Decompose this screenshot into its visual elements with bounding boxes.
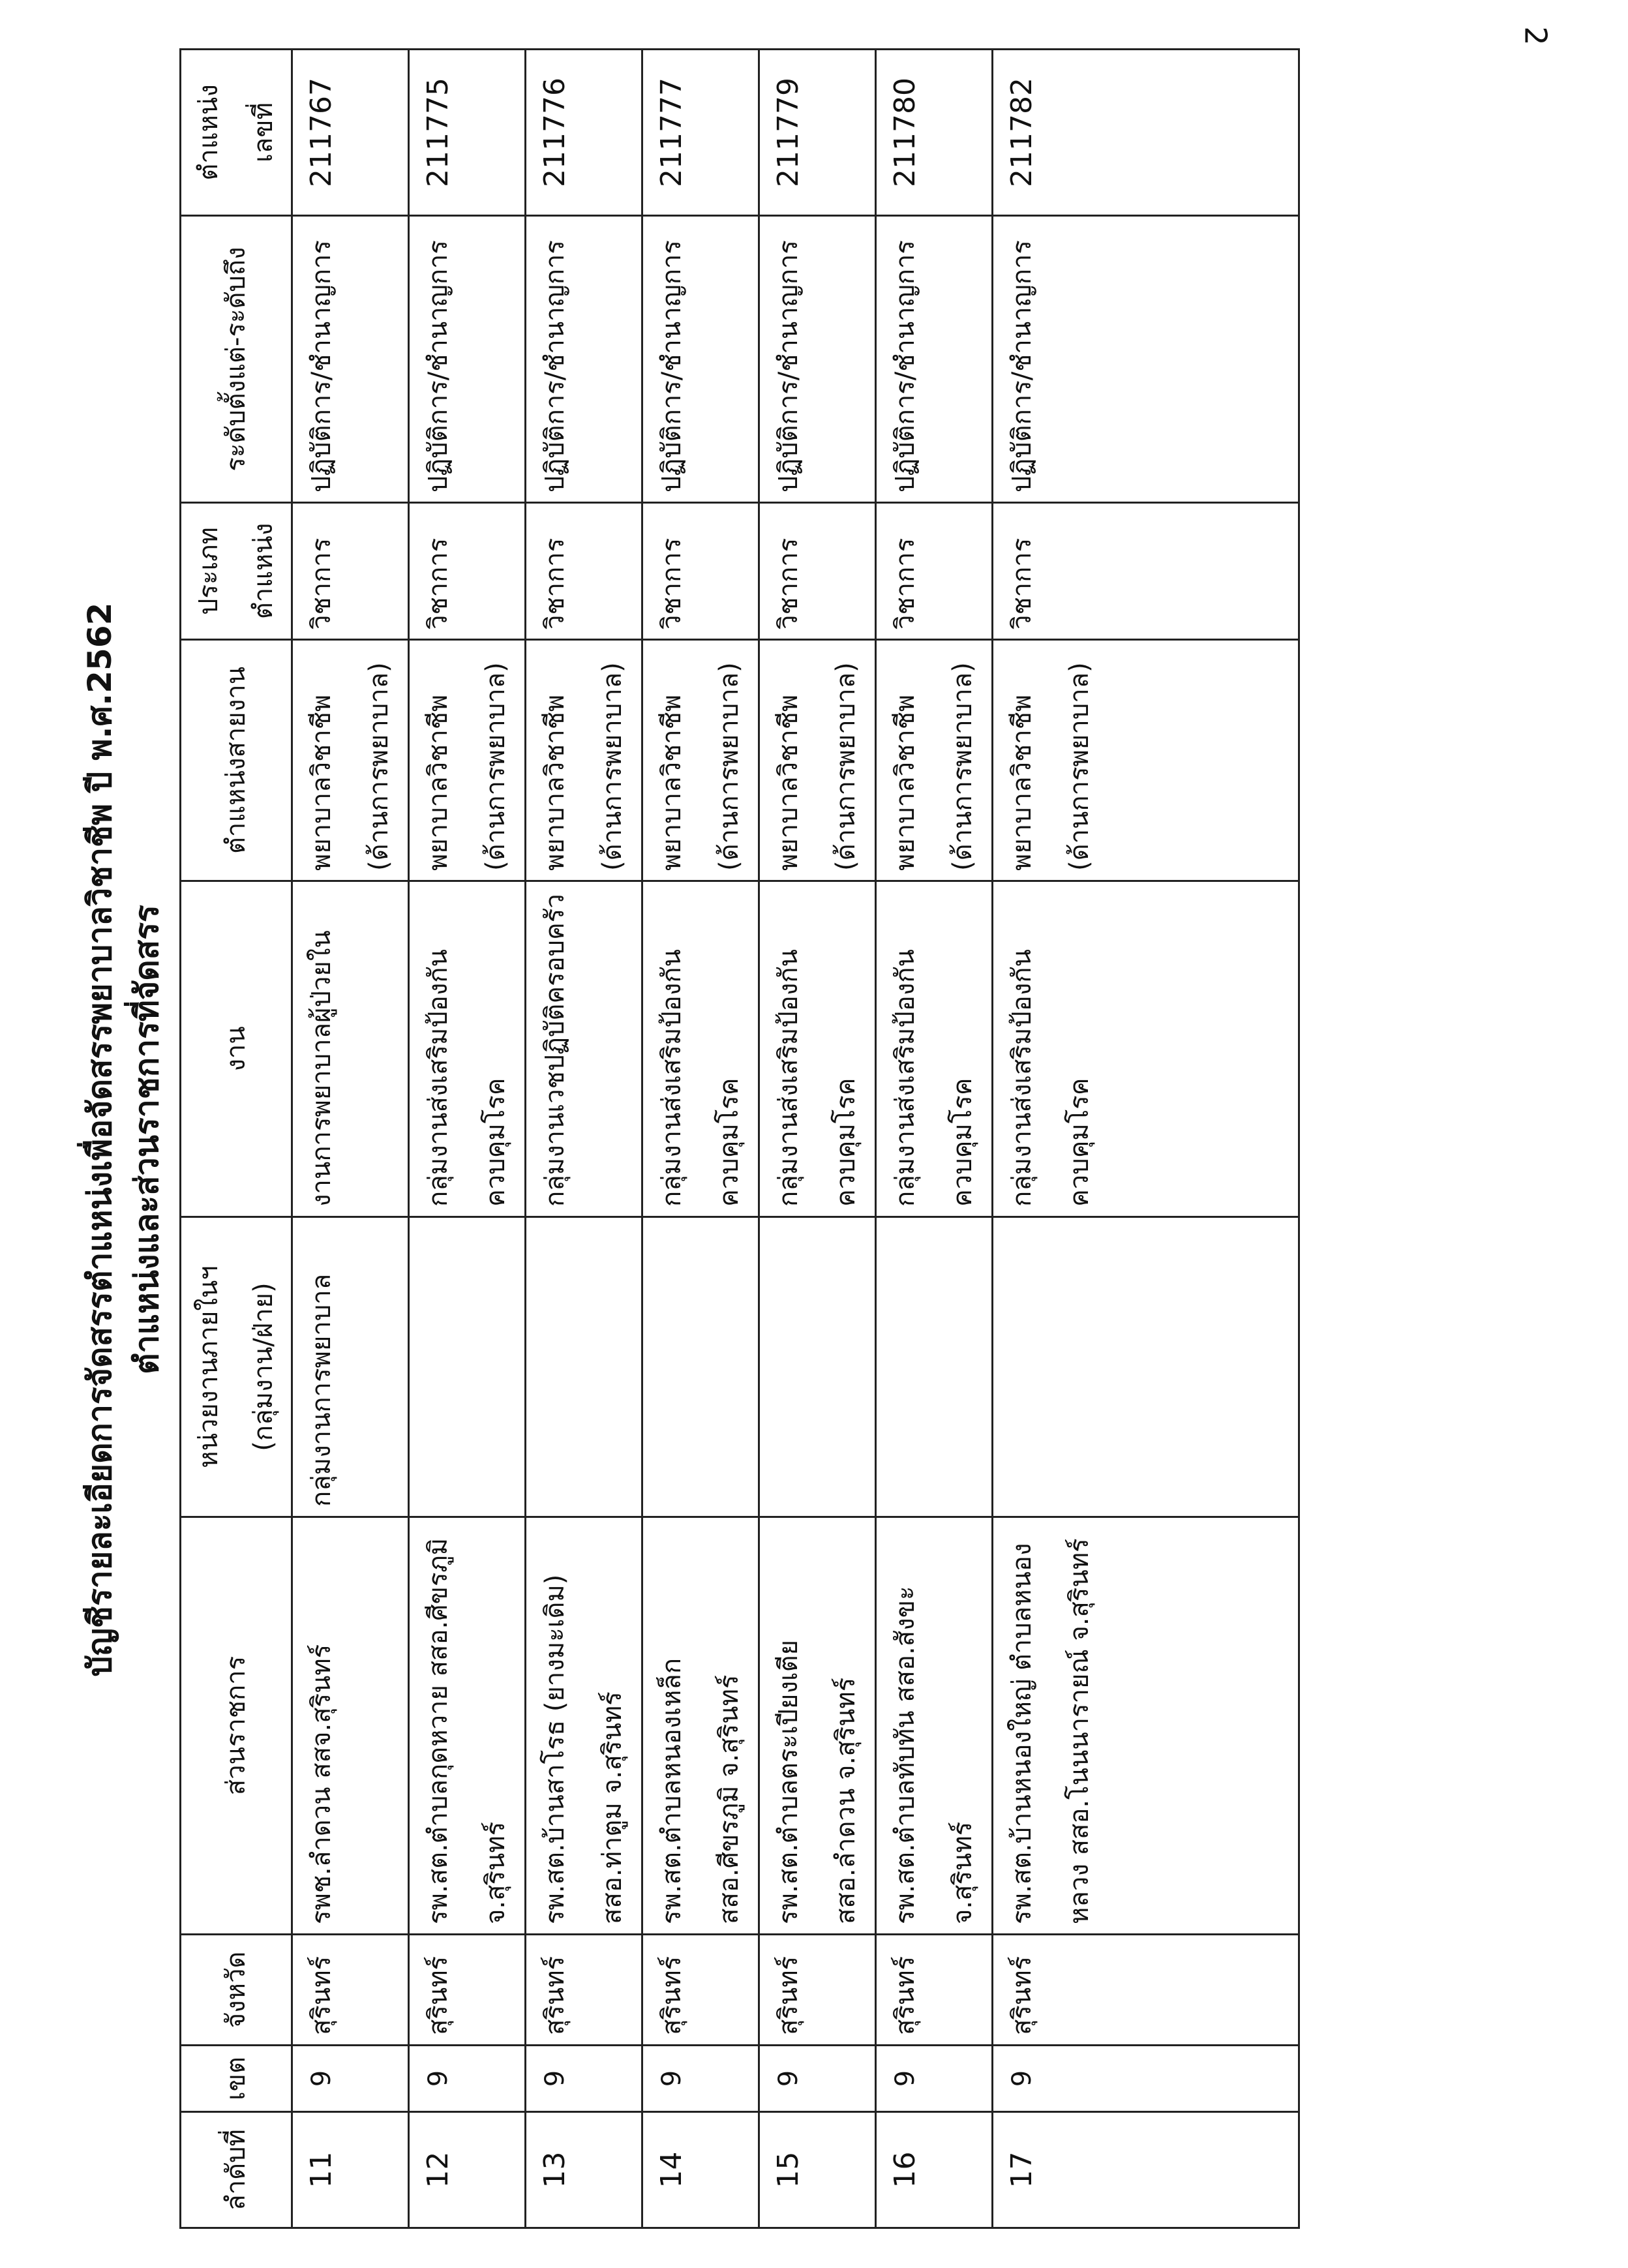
col-zone-header: เขต: [181, 2046, 292, 2112]
document-title: บัญชีรายละเอียดการจัดสรรตำแหน่งเพื่อจัดสรรพยาบาลวิชาชีพ ปี พ.ศ.2562: [81, 602, 119, 1677]
cell-province: สุรินทร์: [993, 1935, 1299, 2046]
cell-level: ปฏิบัติการ/ชำนาญการ: [993, 216, 1299, 503]
col-type-header: ประเภท ตำแหน่ง: [181, 503, 292, 640]
col-seq-header: ลำดับที่: [181, 2112, 292, 2228]
cell-work: กลุ่มงานส่งเสริมป้องกัน ควบคุมโรค: [642, 881, 759, 1217]
cell-posno: 211775: [409, 50, 526, 216]
cell-unit: [409, 1217, 526, 1517]
cell-zone: 9: [409, 2046, 526, 2112]
cell-seq: 12: [409, 2112, 526, 2228]
cell-agency: รพ.สต.ตำบลตระเปียงเตีย สสอ.ลำดวน จ.สุรินทร์: [759, 1517, 876, 1935]
col-position-header: ตำแหน่งสายงาน: [181, 640, 292, 881]
cell-position: พยาบาลวิชาชีพ (ด้านการพยาบาล): [876, 640, 993, 881]
table-row: [409, 50, 526, 2228]
document-subtitle: ตำแหน่งและส่วนราชการที่จัดสรร: [128, 905, 166, 1374]
table-row: [642, 50, 759, 2228]
cell-unit: [642, 1217, 759, 1517]
cell-level: ปฏิบัติการ/ชำนาญการ: [526, 216, 642, 503]
cell-unit: [759, 1217, 876, 1517]
cell-level: ปฏิบัติการ/ชำนาญการ: [759, 216, 876, 503]
cell-level: ปฏิบัติการ/ชำนาญการ: [409, 216, 526, 503]
cell-type: วิชาการ: [876, 503, 993, 640]
cell-work: กลุ่มงานส่งเสริมป้องกัน ควบคุมโรค: [409, 881, 526, 1217]
cell-agency: รพช.ลำดวน สสจ.สุรินทร์: [292, 1517, 409, 1935]
cell-position: พยาบาลวิชาชีพ (ด้านการพยาบาล): [993, 640, 1299, 881]
cell-posno: 211780: [876, 50, 993, 216]
table-row: [759, 50, 876, 2228]
cell-province: สุรินทร์: [759, 1935, 876, 2046]
cell-zone: 9: [642, 2046, 759, 2112]
cell-agency: รพ.สต.บ้านสาโรธ (ยางมะเดิม) สสอ.ท่าตูม จ.สุรินทร์: [526, 1517, 642, 1935]
table-row: [526, 50, 642, 2228]
cell-seq: 11: [292, 2112, 409, 2228]
cell-level: ปฏิบัติการ/ชำนาญการ: [642, 216, 759, 503]
cell-position: พยาบาลวิชาชีพ (ด้านการพยาบาล): [526, 640, 642, 881]
cell-position: พยาบาลวิชาชีพ (ด้านการพยาบาล): [642, 640, 759, 881]
cell-agency: รพ.สต.ตำบลทับทัน สสอ.สังขะ จ.สุรินทร์: [876, 1517, 993, 1935]
col-work-header: งาน: [181, 881, 292, 1217]
cell-type: วิชาการ: [292, 503, 409, 640]
table-row: [876, 50, 993, 2228]
cell-posno: 211777: [642, 50, 759, 216]
cell-unit: กลุ่มงานการพยาบาล: [292, 1217, 409, 1517]
cell-level: ปฏิบัติการ/ชำนาญการ: [292, 216, 409, 503]
cell-seq: 15: [759, 2112, 876, 2228]
cell-type: วิชาการ: [759, 503, 876, 640]
col-province-header: จังหวัด: [181, 1935, 292, 2046]
cell-agency: รพ.สต.ตำบลกุดหวาย สสอ.ศีขรภูมิ จ.สุรินทร์: [409, 1517, 526, 1935]
table-row: [292, 50, 409, 2228]
cell-seq: 17: [993, 2112, 1299, 2228]
col-unit-header: หน่วยงานภายในฯ (กลุ่มงาน/ฝ่าย): [181, 1217, 292, 1517]
cell-province: สุรินทร์: [292, 1935, 409, 2046]
cell-zone: 9: [876, 2046, 993, 2112]
cell-unit: [993, 1217, 1299, 1517]
cell-work: กลุ่มงานส่งเสริมป้องกัน ควบคุมโรค: [876, 881, 993, 1217]
cell-zone: 9: [292, 2046, 409, 2112]
cell-posno: 211767: [292, 50, 409, 216]
cell-agency: รพ.สต.บ้านหนองใหญ่ ตำบลหนองหลวง สสอ.โนนนารายณ์ จ.สุรินทร์: [993, 1517, 1299, 1935]
cell-work: งานการพยาบาลผู้ป่วยใน: [292, 881, 409, 1217]
table-header-row: [181, 50, 292, 2228]
cell-position: พยาบาลวิชาชีพ (ด้านการพยาบาล): [759, 640, 876, 881]
col-level-header: ระดับตั้งแต่-ระดับถึง: [181, 216, 292, 503]
cell-unit: [526, 1217, 642, 1517]
cell-unit: [876, 1217, 993, 1517]
cell-type: วิชาการ: [993, 503, 1299, 640]
cell-province: สุรินทร์: [876, 1935, 993, 2046]
table-row: [993, 50, 1299, 2228]
cell-work: กลุ่มงานเวชปฏิบัติครอบครัว: [526, 881, 642, 1217]
cell-province: สุรินทร์: [409, 1935, 526, 2046]
cell-province: สุรินทร์: [526, 1935, 642, 2046]
cell-province: สุรินทร์: [642, 1935, 759, 2046]
cell-zone: 9: [759, 2046, 876, 2112]
cell-agency: รพ.สต.ตำบลหนองเหล็ก สสอ.ศีขรภูมิ จ.สุรินทร์: [642, 1517, 759, 1935]
cell-type: วิชาการ: [642, 503, 759, 640]
cell-level: ปฏิบัติการ/ชำนาญการ: [876, 216, 993, 503]
cell-seq: 16: [876, 2112, 993, 2228]
allocation-table: [179, 48, 1300, 2229]
cell-seq: 14: [642, 2112, 759, 2228]
cell-type: วิชาการ: [409, 503, 526, 640]
cell-posno: 211779: [759, 50, 876, 216]
cell-position: พยาบาลวิชาชีพ (ด้านการพยาบาล): [292, 640, 409, 881]
col-agency-header: ส่วนราชการ: [181, 1517, 292, 1935]
cell-posno: 211782: [993, 50, 1299, 216]
cell-type: วิชาการ: [526, 503, 642, 640]
document-header: [78, 50, 168, 2229]
cell-work: กลุ่มงานส่งเสริมป้องกัน ควบคุมโรค: [759, 881, 876, 1217]
cell-zone: 9: [993, 2046, 1299, 2112]
cell-seq: 13: [526, 2112, 642, 2228]
cell-position: พยาบาลวิชาชีพ (ด้านการพยาบาล): [409, 640, 526, 881]
cell-posno: 211776: [526, 50, 642, 216]
cell-work: กลุ่มงานส่งเสริมป้องกัน ควบคุมโรค: [993, 881, 1299, 1217]
page-number: 2: [1518, 26, 1554, 46]
cell-zone: 9: [526, 2046, 642, 2112]
col-posno-header: ตำแหน่ง เลขที่: [181, 50, 292, 216]
